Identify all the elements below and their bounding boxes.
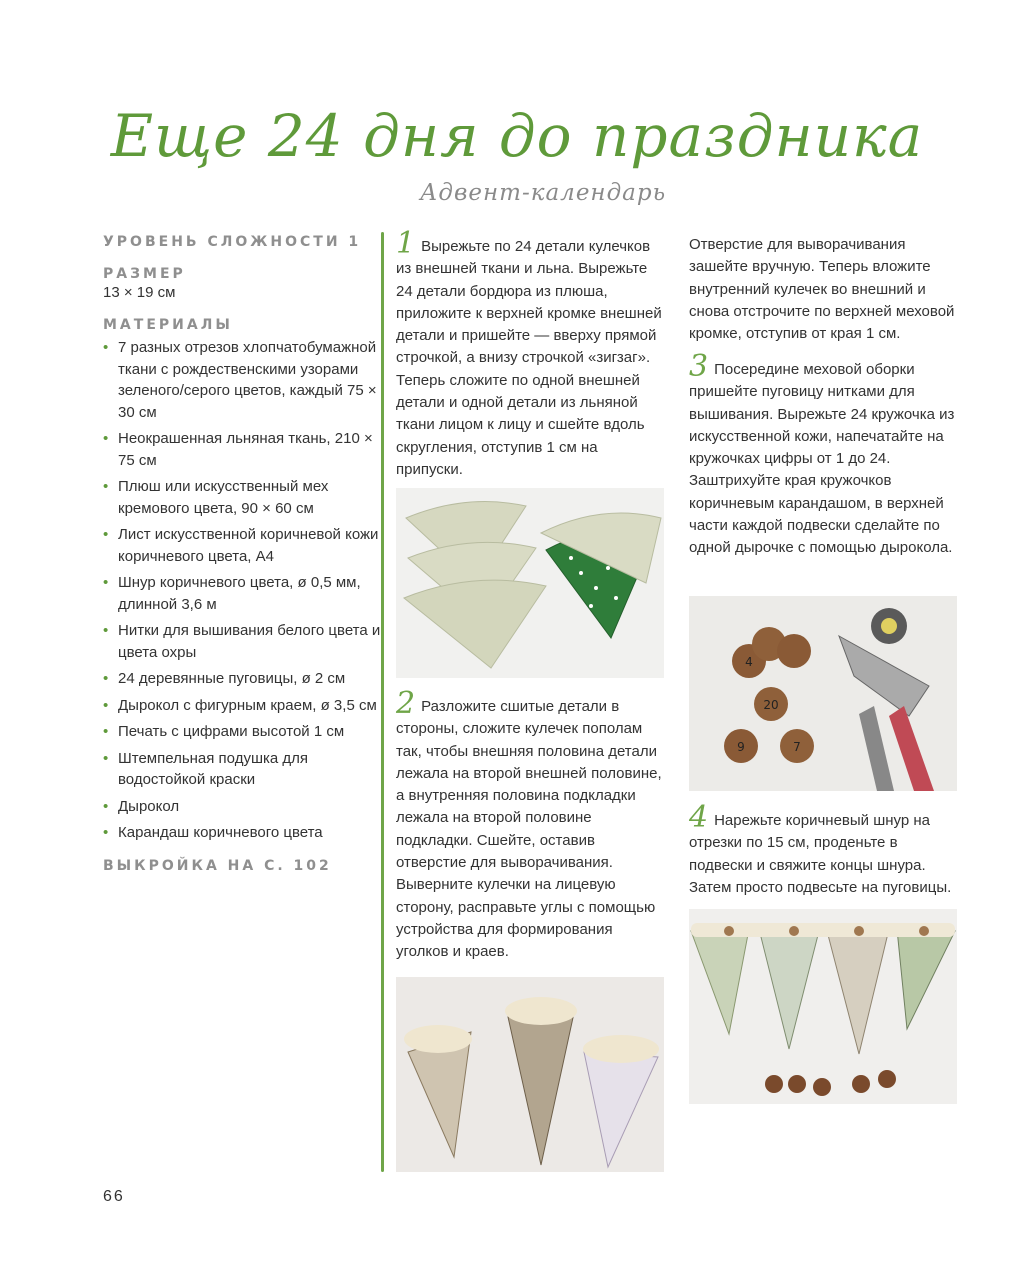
- list-item: • Штемпельная подушка для водостойкой краски: [103, 748, 383, 791]
- list-item: • Лист искусственной коричневой кожи коричневого цвета, А4: [103, 524, 383, 567]
- step-text: Вырежьте по 24 детали кулечков из внешней ткани и льна. Вырежьте 24 детали бордюра из плюша, приложите к верхней кромке внешней детали и пришейте — вверху прямой строчкой, а внизу строчкой «зигзаг». Теперь сложите по одной внешней детали и одной детали из льняной ткани лицом к лицу и сшейте вдоль скругления, отступив 1 см на припуски.: [396, 238, 662, 478]
- step-number: 4: [689, 800, 709, 835]
- tag-label: 4: [745, 655, 753, 669]
- photo-finished-cones: [396, 977, 664, 1172]
- list-item: • Дырокол: [103, 796, 383, 818]
- materials-list: [103, 337, 383, 844]
- list-item: • Карандаш коричневого цвета: [103, 822, 383, 844]
- step-1: [396, 226, 664, 481]
- cones-illustration: [396, 977, 664, 1172]
- difficulty-label: УРОВЕНЬ СЛОЖНОСТИ 1: [103, 234, 362, 250]
- pattern-note: ВЫКРОЙКА НА С. 102: [103, 857, 332, 874]
- tag-label: 7: [793, 740, 801, 754]
- garland-illustration: [689, 909, 957, 1104]
- list-item: • Шнур коричневого цвета, ø 0,5 мм, длинной 3,6 м: [103, 572, 383, 615]
- tag-label: 20: [763, 698, 779, 712]
- size-label: РАЗМЕР: [103, 266, 186, 282]
- column-divider: [381, 232, 384, 1172]
- list-item: • 7 разных отрезов хлопчатобумажной ткани с рождественскими узорами зеленого/серого цветов, каждый 75 × 30 см: [103, 337, 383, 423]
- tag-label: 9: [737, 740, 745, 754]
- list-item: • Печать с цифрами высотой 1 см: [103, 721, 383, 743]
- step-number: 2: [396, 686, 416, 721]
- step-1-continued: [689, 234, 959, 345]
- step-text: Разложите сшитые детали в стороны, сложите кулечек пополам так, чтобы внешняя половина детали лежала на второй внешней половине, а внутренняя половина подкладки лежала на второй половине подкладки. Сшейте, оставив отверстие для выворачивания. Выверните кулечки на лицевую сторону, расправьте углы с помощью устройства для формирования уголков и краев.: [396, 698, 662, 961]
- list-item: • Неокрашенная льняная ткань, 210 × 75 см: [103, 428, 383, 471]
- list-item: • 24 деревянные пуговицы, ø 2 см: [103, 668, 383, 690]
- step-text: Отверстие для выворачивания зашейте вручную. Теперь вложите внутренний кулечек во внешний и снова отстрочите по верхней меховой кромке, отступив от края 1 см.: [689, 236, 955, 343]
- step-number: 1: [396, 226, 416, 261]
- photo-cut-pieces: [396, 488, 664, 678]
- photo-hanging-garland: [689, 909, 957, 1104]
- photo-leather-tags: [689, 596, 957, 791]
- step-text: Нарежьте коричневый шнур на отрезки по 15 см, проденьте в подвески и свяжите концы шнура. Затем просто подвесьте на пуговицы.: [689, 812, 952, 896]
- step-number: 3: [689, 349, 709, 384]
- step-4: [689, 800, 959, 899]
- step-3: [689, 349, 959, 560]
- list-item: • Нитки для вышивания белого цвета и цвета охры: [103, 620, 383, 663]
- list-item: • Дырокол с фигурным краем, ø 3,5 см: [103, 695, 383, 717]
- list-item: • Плюш или искусственный мех кремового цвета, 90 × 60 см: [103, 476, 383, 519]
- step-2: [396, 686, 664, 964]
- tags-and-punch-illustration: [689, 596, 957, 791]
- step-text: Посередине меховой оборки пришейте пуговицу нитками для вышивания. Вырежьте 24 кружочка из искусственной кожи, напечатайте на кружочках цифры от 1 до 24. Заштрихуйте края кружочков коричневым карандашом, в верхней части каждой подвески сделайте по одной дырочке с помощью дырокола.: [689, 361, 955, 557]
- fabric-pieces-illustration: [396, 488, 664, 678]
- page-title: Еще 24 дня до праздника: [110, 102, 924, 170]
- materials-label: МАТЕРИАЛЫ: [103, 317, 233, 333]
- page-number: 66: [103, 1188, 125, 1205]
- page-subtitle: Адвент-календарь: [420, 180, 667, 206]
- size-value: 13 × 19 см: [103, 284, 176, 301]
- materials-column: [103, 234, 383, 874]
